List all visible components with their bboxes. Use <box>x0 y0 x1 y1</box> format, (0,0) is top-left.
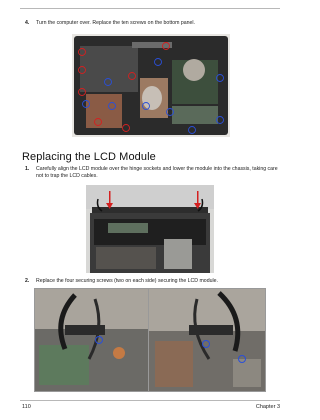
right-hinge-illustration <box>149 289 265 391</box>
step-text: Carefully align the LCD module over the hinge sockets and lower the module into the chassis, taking care not to trap the LCD cables. <box>36 166 278 179</box>
step-text: Turn the computer over. Replace the ten screws on the bottom panel. <box>36 20 195 26</box>
header-rule <box>20 8 280 9</box>
bottom-panel-photo <box>72 34 230 137</box>
bottom-panel-illustration <box>72 34 230 137</box>
footer-rule <box>20 400 280 401</box>
chapter-label: Chapter 3 <box>255 404 280 410</box>
step-number: 4. <box>25 20 30 26</box>
right-hinge-screws-photo <box>148 288 266 392</box>
left-hinge-illustration <box>35 289 149 391</box>
section-heading: Replacing the LCD Module <box>22 151 156 163</box>
step-number: 2. <box>25 278 30 284</box>
step-number: 1. <box>25 166 30 172</box>
left-hinge-screws-photo <box>34 288 150 392</box>
page-number: 110 <box>22 404 31 410</box>
step-text: Replace the four securing screws (two on each side) securing the LCD module. <box>36 278 218 284</box>
lcd-alignment-photo <box>86 185 214 273</box>
lcd-alignment-illustration <box>86 185 214 273</box>
